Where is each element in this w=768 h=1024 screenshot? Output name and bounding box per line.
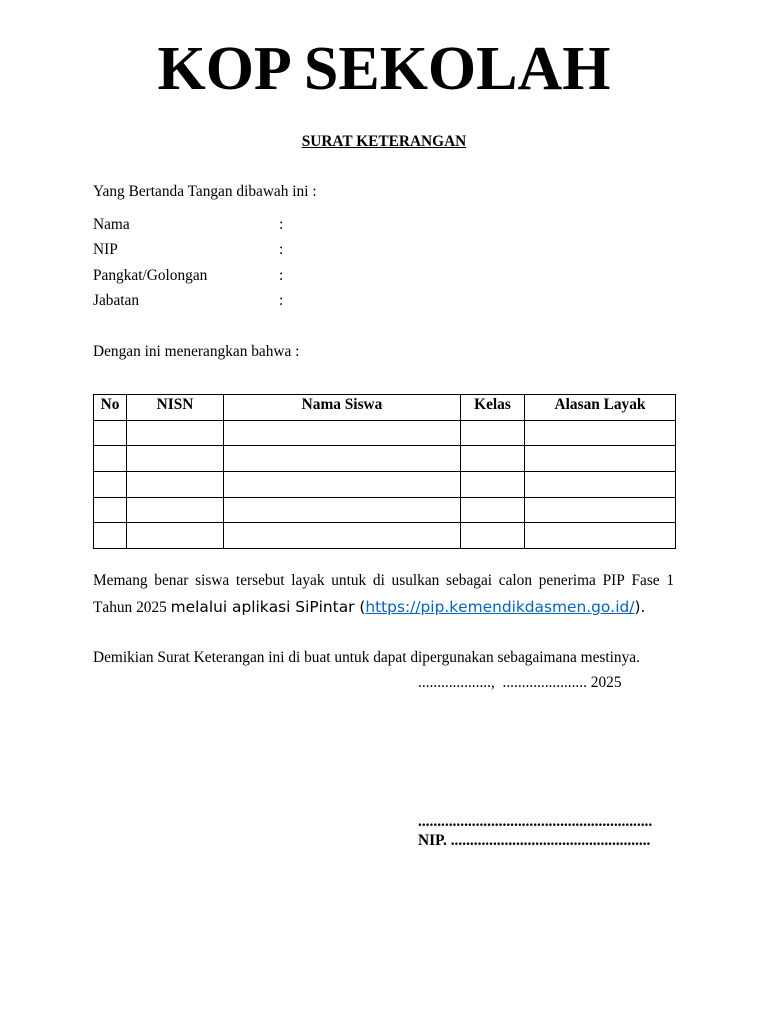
table-cell-nisn (127, 472, 224, 498)
field-separator: : (279, 266, 284, 284)
table-cell-kelas (461, 497, 525, 523)
table-row (94, 420, 676, 446)
body-tail: ). (634, 598, 646, 616)
table-cell-kelas (461, 523, 525, 549)
table-cell-nisn (127, 446, 224, 472)
letter-heading: SURAT KETERANGAN (301, 133, 467, 150)
table-cell-kelas (461, 420, 525, 446)
field-label: Nama (93, 216, 130, 233)
signature-block (418, 813, 652, 850)
signature-name-line: ............................................................. (418, 813, 653, 830)
column-header-no: No (94, 395, 127, 421)
sipintar-link[interactable]: https://pip.kemendikdasmen.go.id/ (365, 598, 635, 616)
table-cell-no (94, 523, 127, 549)
table-cell-nisn (127, 420, 224, 446)
table-cell-nisn (127, 523, 224, 549)
column-header-kelas: Kelas (461, 395, 525, 421)
closing-text: Demikian Surat Keterangan ini di buat untuk dapat dipergunakan sebagaimana mestinya. (93, 649, 640, 666)
table-cell-no (94, 420, 127, 446)
table-row (94, 446, 676, 472)
students-table-body (94, 420, 676, 548)
signature-nip-line: NIP. .................................................... (418, 831, 651, 849)
table-cell-alasan-layak (525, 420, 676, 446)
column-header-nama-siswa: Nama Siswa (224, 395, 461, 421)
field-separator: : (279, 216, 284, 233)
table-cell-alasan-layak (525, 523, 676, 549)
table-cell-nama-siswa (224, 420, 461, 446)
field-row-nip (93, 237, 393, 262)
field-separator: : (279, 241, 284, 259)
table-cell-alasan-layak (525, 497, 676, 523)
app-text: melalui aplikasi SiPintar ( (170, 598, 366, 616)
table-cell-no (94, 497, 127, 523)
table-cell-no (94, 472, 127, 498)
table-row (94, 523, 676, 549)
table-cell-nisn (127, 497, 224, 523)
field-label: NIP (93, 241, 118, 259)
table-row (94, 472, 676, 498)
table-cell-nama-siswa (224, 472, 461, 498)
table-header-row (94, 395, 676, 421)
table-cell-nama-siswa (224, 446, 461, 472)
field-row-nama (93, 212, 393, 237)
table-cell-nama-siswa (224, 523, 461, 549)
body-paragraph (93, 568, 674, 621)
statement-text: Dengan ini menerangkan bahwa : (93, 343, 300, 360)
table-cell-alasan-layak (525, 446, 676, 472)
place-date: ..................., ...................... 2025 (418, 674, 622, 691)
column-header-alasan-layak: Alasan Layak (525, 395, 676, 421)
field-label: Jabatan (93, 291, 140, 309)
letterhead-title: KOP SEKOLAH (157, 35, 611, 103)
table-header (94, 395, 676, 421)
table-cell-alasan-layak (525, 472, 676, 498)
table-cell-kelas (461, 472, 525, 498)
field-label: Pangkat/Golongan (93, 266, 208, 284)
table-cell-kelas (461, 446, 525, 472)
signer-fields (93, 212, 393, 313)
field-row-jabatan (93, 288, 393, 313)
body-text: Memang benar siswa tersebut layak untuk di usulkan sebagai calon penerima PIP Fase 1 Tahun 2025 (93, 572, 674, 616)
intro-text: Yang Bertanda Tangan dibawah ini : (93, 183, 317, 200)
table-cell-nama-siswa (224, 497, 461, 523)
students-table (93, 394, 676, 549)
table-row (94, 497, 676, 523)
column-header-nisn: NISN (127, 395, 224, 421)
table-cell-no (94, 446, 127, 472)
field-row-pangkat-golongan (93, 263, 393, 288)
field-separator: : (279, 291, 284, 309)
